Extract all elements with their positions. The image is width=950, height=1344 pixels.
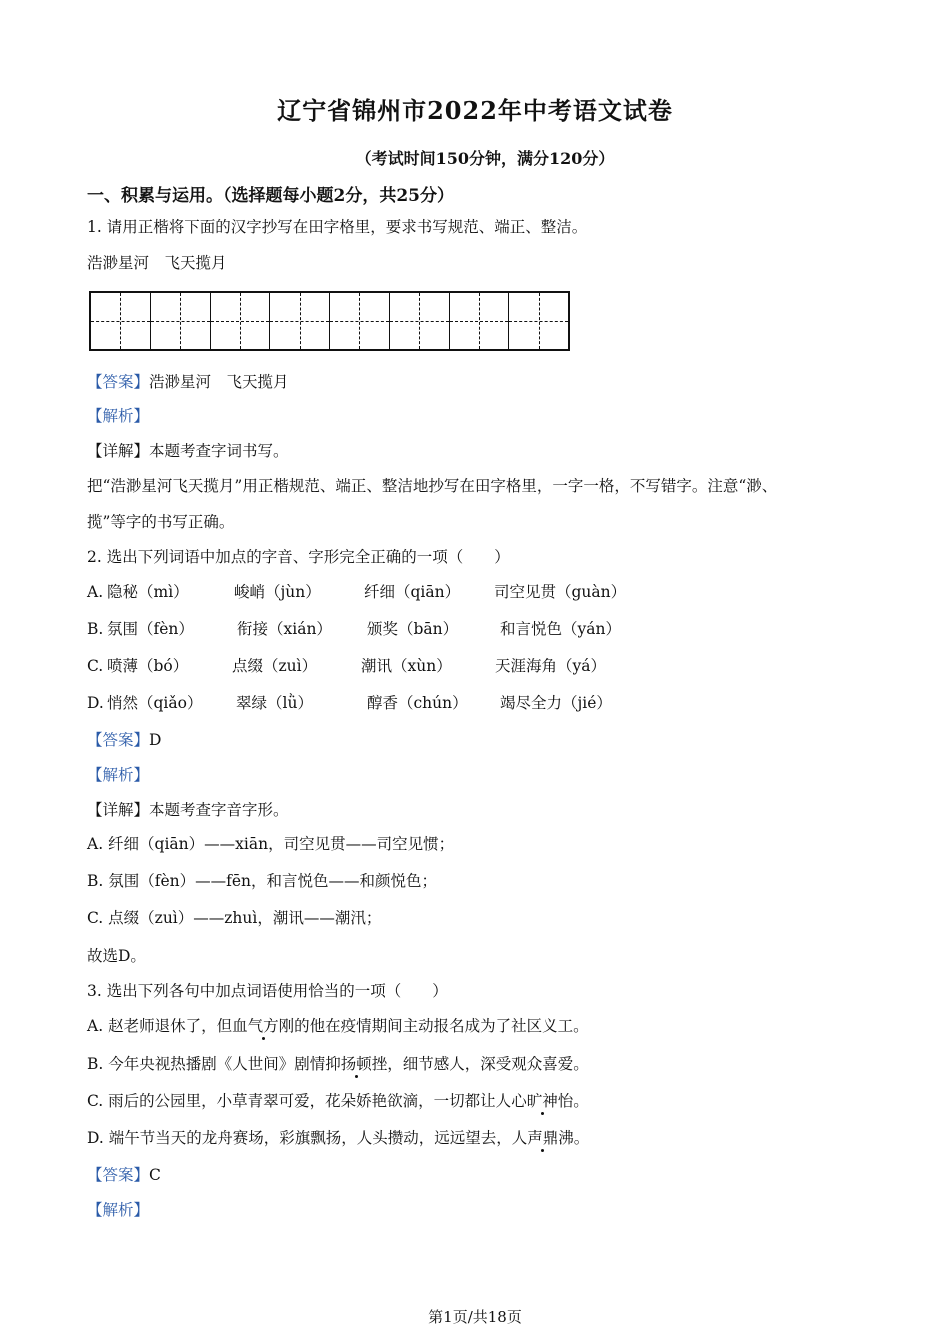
option-item: 天涯海角（yá） bbox=[495, 657, 606, 675]
dotted-phrase: 血气方刚 bbox=[232, 1017, 295, 1035]
question-2-detail bbox=[87, 800, 289, 820]
option-letter: D. bbox=[87, 1129, 104, 1147]
option-text: 的他在疫情期间主动报名成为了社区义工。 bbox=[294, 1017, 589, 1035]
option-text: 今年央视热播剧《人世间》剧情 bbox=[108, 1055, 326, 1073]
question-2-prompt: 2. 选出下列词语中加点的字音、字形完全正确的一项（ ） bbox=[87, 548, 510, 566]
option-letter: A. bbox=[87, 1017, 104, 1035]
option-item: 颁奖（bān） bbox=[367, 620, 459, 638]
option-text: 赵老师退休了，但 bbox=[108, 1017, 233, 1035]
option-item: 纤细（qiān） bbox=[364, 583, 461, 601]
grid-cell bbox=[330, 293, 390, 349]
detail-text: 本题考查字词书写。 bbox=[149, 442, 289, 460]
question-2-explanation-c: C. 点缀（zuì）——zhuì，潮讯——潮汛； bbox=[87, 909, 382, 927]
question-2-explanation-b: B. 氛围（fèn）——fēn，和言悦色——和颜悦色； bbox=[87, 872, 438, 890]
detail-text: 本题考查字音字形。 bbox=[149, 801, 289, 819]
answer-text: D bbox=[149, 731, 162, 749]
question-1-explain-line1: 把“浩渺星河飞天揽月”用正楷规范、端正、整洁地抄写在田字格里，一字一格，不写错字。注意“渺、 bbox=[87, 477, 778, 495]
answer-tag: 【答案】 bbox=[87, 1166, 150, 1184]
detail-tag: 【详解】 bbox=[87, 801, 150, 819]
question-1-explain-line2: 揽”等字的书写正确。 bbox=[87, 513, 235, 531]
question-1-detail bbox=[87, 441, 289, 461]
dotted-phrase: 人声鼎沸 bbox=[511, 1129, 574, 1147]
grid-cell bbox=[390, 293, 450, 349]
question-3-option-b bbox=[87, 1054, 589, 1074]
option-item: 峻峭（jùn） bbox=[234, 583, 321, 601]
option-item: 翠绿（lǜ） bbox=[236, 694, 313, 712]
question-1-words: 浩渺星河 飞天揽月 bbox=[87, 254, 227, 272]
question-1-answer bbox=[87, 372, 289, 392]
grid-cell bbox=[450, 293, 510, 349]
tianzige-grid bbox=[89, 291, 570, 351]
dotted-phrase: 抑扬顿挫 bbox=[325, 1055, 388, 1073]
question-3-analysis-tag: 【解析】 bbox=[87, 1201, 150, 1219]
option-text: ，细节感人，深受观众喜爱。 bbox=[387, 1055, 589, 1073]
option-item: 喷薄（bó） bbox=[107, 657, 189, 675]
answer-text: C bbox=[149, 1166, 161, 1184]
option-item: 隐秘（mì） bbox=[107, 583, 189, 601]
answer-tag: 【答案】 bbox=[87, 731, 150, 749]
page-title: 辽宁省锦州市2022年中考语文试卷 bbox=[277, 96, 673, 125]
question-2-answer bbox=[87, 730, 161, 750]
question-2-option-c bbox=[87, 656, 606, 676]
option-text: 。 bbox=[573, 1129, 590, 1147]
question-2-conclusion: 故选D。 bbox=[87, 947, 146, 965]
question-2-analysis-tag: 【解析】 bbox=[87, 766, 150, 784]
dotted-phrase: 心旷神怡 bbox=[511, 1092, 574, 1110]
page-number: 第1页/共18页 bbox=[428, 1308, 522, 1326]
option-text: 雨后的公园里，小草青翠可爱，花朵娇艳欲滴，一切都让人 bbox=[108, 1092, 512, 1110]
question-3-option-d bbox=[87, 1128, 589, 1148]
question-3-option-a bbox=[87, 1016, 589, 1036]
option-letter: A. bbox=[87, 583, 104, 601]
option-item: 氛围（fèn） bbox=[107, 620, 194, 638]
option-letter: D. bbox=[87, 694, 104, 712]
section-heading: 一、积累与运用。（选择题每小题2分，共25分） bbox=[87, 186, 454, 206]
grid-cell bbox=[270, 293, 330, 349]
option-letter: C. bbox=[87, 657, 104, 675]
answer-tag: 【答案】 bbox=[87, 373, 150, 391]
grid-cell bbox=[211, 293, 271, 349]
question-1-prompt: 1. 请用正楷将下面的汉字抄写在田字格里，要求书写规范、端正、整洁。 bbox=[87, 218, 588, 236]
grid-cell bbox=[509, 293, 568, 349]
option-text: 。 bbox=[573, 1092, 589, 1110]
question-2-option-b bbox=[87, 619, 621, 639]
grid-cell bbox=[151, 293, 211, 349]
option-letter: B. bbox=[87, 620, 104, 638]
option-item: 潮讯（xùn） bbox=[361, 657, 452, 675]
option-item: 衔接（xián） bbox=[237, 620, 332, 638]
detail-tag: 【详解】 bbox=[87, 442, 150, 460]
option-item: 点缀（zuì） bbox=[232, 657, 318, 675]
option-item: 和言悦色（yán） bbox=[500, 620, 621, 638]
answer-text: 浩渺星河 飞天揽月 bbox=[149, 373, 289, 391]
option-letter: B. bbox=[87, 1055, 104, 1073]
question-2-explanation-a: A. 纤细（qiān）——xiān，司空见贯——司空见惯； bbox=[87, 835, 455, 853]
option-item: 司空见贯（guàn） bbox=[494, 583, 627, 601]
option-text: 端午节当天的龙舟赛场，彩旗飘扬，人头攒动，远远望去， bbox=[108, 1129, 512, 1147]
exam-info: （考试时间150分钟，满分120分） bbox=[355, 149, 615, 168]
option-item: 竭尽全力（jié） bbox=[500, 694, 612, 712]
question-2-option-a bbox=[87, 582, 627, 602]
option-item: 醇香（chún） bbox=[367, 694, 468, 712]
grid-cell bbox=[91, 293, 151, 349]
option-letter: C. bbox=[87, 1092, 104, 1110]
question-1-analysis-tag: 【解析】 bbox=[87, 407, 150, 425]
question-3-prompt: 3. 选出下列各句中加点词语使用恰当的一项（ ） bbox=[87, 982, 448, 1000]
question-3-answer bbox=[87, 1165, 161, 1185]
question-2-option-d bbox=[87, 693, 612, 713]
question-3-option-c bbox=[87, 1091, 589, 1111]
option-item: 悄然（qiǎo） bbox=[107, 694, 203, 712]
